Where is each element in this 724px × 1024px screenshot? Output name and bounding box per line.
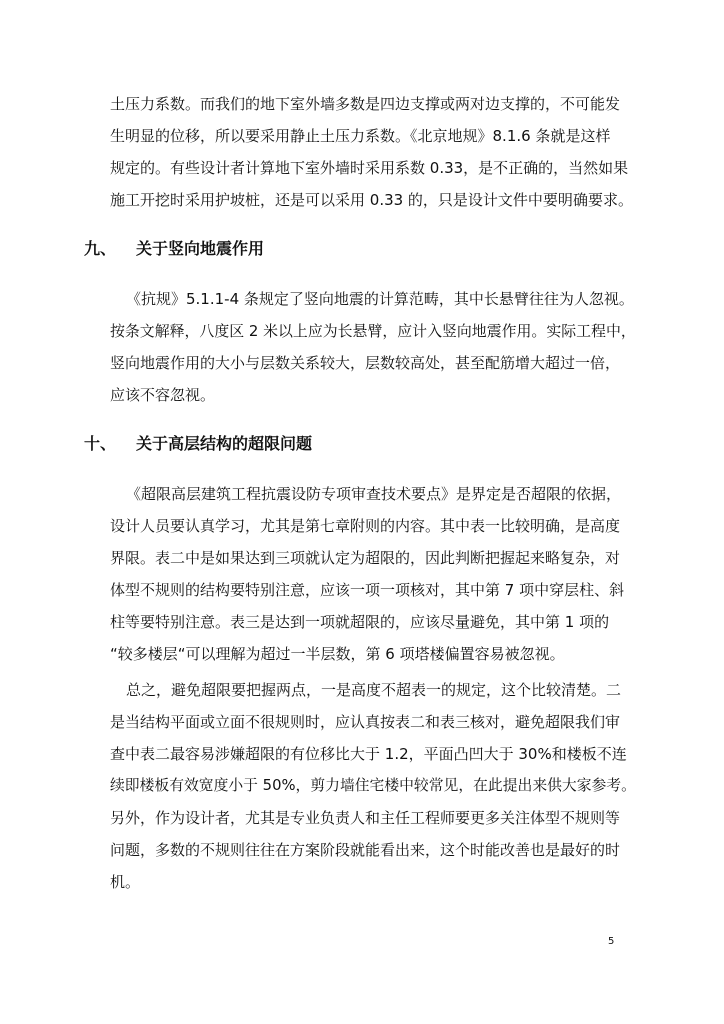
text-line: 竖向地震作用的大小与层数关系较大，层数较高处，甚至配筋增大超过一倍，	[110, 354, 621, 372]
text-line: 应该不容忽视。	[110, 386, 216, 404]
section-number: 九、	[84, 239, 117, 258]
section-title: 关于竖向地震作用	[136, 239, 265, 258]
text-line: 《抗规》5.1.1-4 条规定了竖向地震的计算范畴，其中长悬臂往往为人忽视。	[126, 290, 634, 308]
text-line: 总之，避免超限要把握两点，一是高度不超表一的规定，这个比较清楚。二	[126, 681, 622, 699]
text-line: 体型不规则的结构要特别注意，应该一项一项核对，其中第 7 项中穿层柱、斜	[110, 581, 625, 599]
section-number: 十、	[84, 434, 117, 453]
text-line: 施工开挖时采用护坡桩，还是可以采用 0.33 的，只是设计文件中要明确要求。	[110, 191, 633, 209]
text-line: 另外，作为设计者，尤其是专业负责人和主任工程师要更多关注体型不规则等	[110, 809, 621, 827]
text-line: 是当结构平面或立面不很规则时，应认真按表二和表三核对，避免超限我们审	[110, 713, 621, 731]
text-line: 查中表二最容易涉嫌超限的有位移比大于 1.2，平面凸凹大于 30%和楼板不连	[110, 745, 627, 763]
text-line: 生明显的位移，所以要采用静止土压力系数。《北京地规》8.1.6 条就是这样	[110, 127, 611, 145]
text-line: 规定的。有些设计者计算地下室外墙时采用系数 0.33，是不正确的，当然如果	[110, 159, 629, 177]
text-line: 问题，多数的不规则往往在方案阶段就能看出来，这个时能改善也是最好的时	[110, 841, 621, 859]
text-line: 《超限高层建筑工程抗震设防专项审查技术要点》是界定是否超限的依据，	[126, 485, 622, 503]
text-line: “较多楼层“可以理解为超过一半层数，第 6 项塔楼偏置容易被忽视。	[110, 645, 565, 663]
text-line: 界限。表二中是如果达到三项就认定为超限的，因此判断把握起来略复杂，对	[110, 549, 621, 567]
text-line: 设计人员要认真学习，尤其是第七章附则的内容。其中表一比较明确，是高度	[110, 517, 621, 535]
text-line: 土压力系数。而我们的地下室外墙多数是四边支撑或两对边支撑的，不可能发	[110, 95, 621, 113]
section-title: 关于高层结构的超限问题	[136, 434, 313, 453]
text-line: 按条文解释，八度区 2 米以上应为长悬臂，应计入竖向地震作用。实际工程中，	[110, 322, 636, 340]
text-line: 机。	[110, 873, 141, 891]
page-number: 5	[608, 936, 615, 947]
text-line: 续即楼板有效宽度小于 50%，剪力墙住宅楼中较常见，在此提出来供大家参考。	[110, 777, 636, 794]
text-line: 柱等要特别注意。表三是达到一项就超限的，应该尽量避免，其中第 1 项的	[110, 613, 610, 631]
